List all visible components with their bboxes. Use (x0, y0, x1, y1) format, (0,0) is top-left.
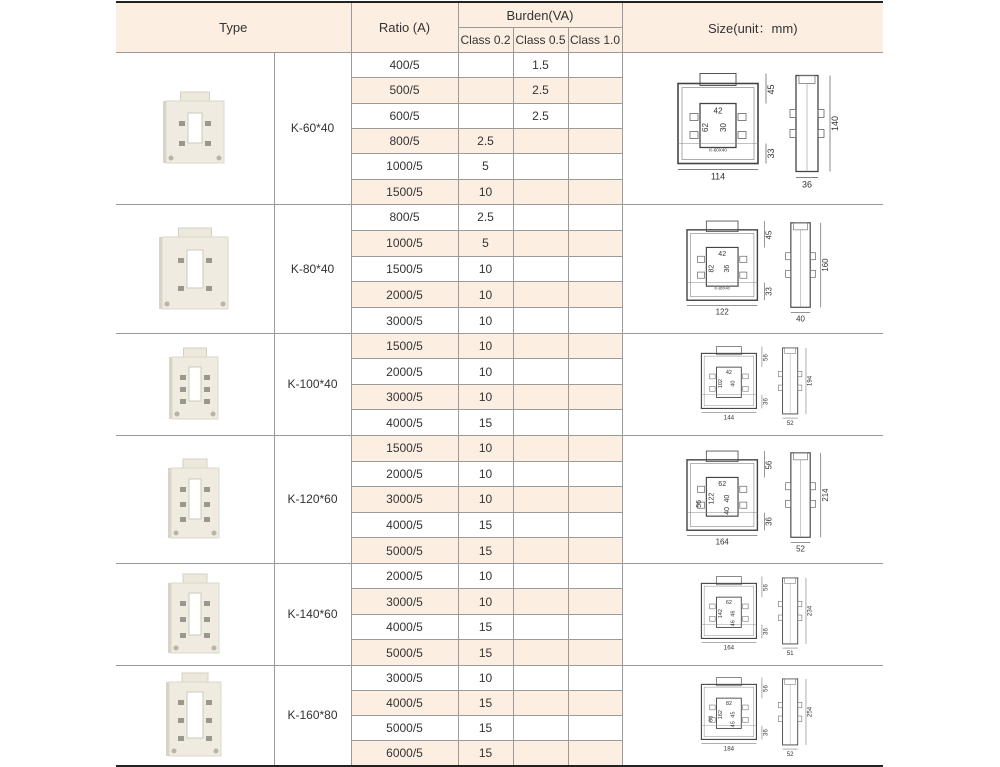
ratio-cell: 4000/5 (351, 512, 458, 538)
ratio-cell: 4000/5 (351, 410, 458, 436)
burden-cell-c05 (513, 359, 568, 385)
table-row (116, 563, 883, 589)
table-row (116, 665, 883, 690)
burden-cell-c05 (513, 690, 568, 715)
burden-cell-c10 (568, 256, 622, 282)
dim-inner: 36 (723, 264, 731, 273)
burden-cell-c05 (513, 461, 568, 487)
burden-cell-c02: 10 (458, 384, 513, 410)
burden-cell-c02: 10 (458, 665, 513, 690)
burden-cell-c02: 15 (458, 538, 513, 564)
dim-window-width: 62 (718, 481, 726, 489)
burden-cell-c02: 10 (458, 487, 513, 513)
burden-cell-c02: 10 (458, 461, 513, 487)
model-name: K-100*40 (274, 333, 351, 435)
dim-window-width: 62 (725, 600, 732, 607)
product-photo (116, 435, 274, 563)
dim-inner: 40 (730, 381, 737, 388)
ratio-cell: 3000/5 (351, 487, 458, 513)
model-name: K-140*60 (274, 563, 351, 665)
burden-cell-c02: 10 (458, 589, 513, 615)
ratio-cell: 600/5 (351, 103, 458, 128)
burden-cell-c10 (568, 410, 622, 436)
product-photo (116, 204, 274, 333)
ratio-cell: 1500/5 (351, 435, 458, 461)
ratio-cell: 2000/5 (351, 282, 458, 308)
header-class-1-0: Class 1.0 (568, 28, 622, 53)
burden-cell-c05 (513, 740, 568, 766)
dim-width: 122 (715, 307, 729, 317)
dimension-drawing (628, 341, 878, 427)
header-class-0-5: Class 0.5 (513, 28, 568, 53)
size-drawing (622, 333, 883, 435)
dim-bottom: 33 (764, 286, 774, 296)
dim-inner: 30 (718, 123, 728, 133)
burden-cell-c02: 15 (458, 512, 513, 538)
burden-cell-c02: 10 (458, 179, 513, 204)
dim-height: 194 (806, 376, 814, 387)
burden-cell-c02: 10 (458, 435, 513, 461)
burden-cell-c05 (513, 589, 568, 615)
burden-cell-c05 (513, 665, 568, 690)
model-name: K-80*40 (274, 204, 351, 333)
ratio-cell: 800/5 (351, 204, 458, 230)
burden-cell-c02 (458, 78, 513, 103)
dim-inner: 46 (730, 611, 737, 618)
dim-height: 234 (806, 606, 814, 617)
burden-cell-c02: 10 (458, 256, 513, 282)
dim-window-height: 142 (717, 609, 724, 619)
burden-cell-c05 (513, 282, 568, 308)
burden-cell-c05 (513, 487, 568, 513)
ratio-cell: 2000/5 (351, 461, 458, 487)
burden-cell-c10 (568, 179, 622, 204)
dim-top: 56 (764, 461, 774, 470)
dimension-drawing (628, 214, 878, 324)
ratio-cell: 400/5 (351, 53, 458, 78)
dim-window-width: 82 (725, 701, 732, 708)
burden-cell-c10 (568, 53, 622, 78)
burden-cell-c02: 10 (458, 282, 513, 308)
burden-cell-c05: 2.5 (513, 78, 568, 103)
dim-window-height: 162 (717, 710, 724, 720)
burden-cell-c10 (568, 78, 622, 103)
burden-cell-c02: 15 (458, 740, 513, 766)
model-name: K-160*80 (274, 665, 351, 766)
ratio-cell: 6000/5 (351, 740, 458, 766)
current-transformer-photo (120, 567, 270, 661)
burden-cell-c10 (568, 230, 622, 256)
dim-top: 56 (762, 685, 770, 693)
current-transformer-photo (120, 339, 270, 429)
dim-inner-2: 45 (730, 721, 737, 728)
ratio-cell: 1500/5 (351, 256, 458, 282)
dim-bottom: 36 (764, 517, 774, 527)
dim-width: 144 (723, 414, 734, 422)
ratio-cell: 1000/5 (351, 154, 458, 179)
burden-cell-c10 (568, 204, 622, 230)
burden-cell-c05 (513, 640, 568, 666)
ratio-cell: 500/5 (351, 78, 458, 103)
dim-inner-2: 40 (723, 507, 731, 516)
burden-cell-c10 (568, 512, 622, 538)
dimension-drawing (628, 672, 878, 758)
dim-width: 164 (715, 537, 729, 547)
burden-cell-c10 (568, 715, 622, 740)
size-drawing (622, 665, 883, 766)
dim-top: 45 (764, 230, 774, 240)
ratio-cell: 3000/5 (351, 665, 458, 690)
burden-cell-c10 (568, 690, 622, 715)
burden-cell-c10 (568, 589, 622, 615)
burden-cell-c10 (568, 487, 622, 513)
dim-top: 56 (762, 584, 770, 592)
current-transformer-photo (120, 83, 270, 173)
current-transformer-photo (120, 221, 270, 317)
dim-window-width: 42 (718, 251, 726, 259)
burden-cell-c05 (513, 308, 568, 334)
burden-cell-c10 (568, 461, 622, 487)
burden-cell-c02 (458, 53, 513, 78)
burden-cell-c05 (513, 384, 568, 410)
table-row (116, 435, 883, 461)
product-photo (116, 53, 274, 205)
burden-cell-c10 (568, 128, 622, 153)
burden-cell-c05 (513, 204, 568, 230)
dim-depth: 52 (795, 544, 805, 554)
burden-cell-c02: 2.5 (458, 204, 513, 230)
header-ratio: Ratio (A) (351, 2, 458, 53)
burden-cell-c05 (513, 333, 568, 359)
burden-cell-c10 (568, 308, 622, 334)
ratio-cell: 800/5 (351, 128, 458, 153)
burden-cell-c05 (513, 538, 568, 564)
dim-height: 254 (806, 707, 814, 718)
burden-cell-c02: 15 (458, 690, 513, 715)
burden-cell-c05 (513, 230, 568, 256)
dim-window-height: 82 (708, 264, 716, 273)
dim-window-height: 122 (708, 493, 716, 505)
burden-cell-c02: 5 (458, 154, 513, 179)
model-plate: K-80X40 (714, 285, 730, 291)
dim-top: 45 (765, 84, 776, 95)
dim-height: 160 (820, 258, 830, 272)
ratio-cell: 5000/5 (351, 538, 458, 564)
burden-cell-c05 (513, 715, 568, 740)
burden-cell-c10 (568, 740, 622, 766)
dim-bottom: 36 (762, 729, 770, 737)
product-photo (116, 665, 274, 766)
dim-window-height: 102 (717, 379, 724, 389)
dim-side: 60 (708, 716, 715, 723)
dim-height: 214 (820, 488, 830, 503)
burden-cell-c05: 2.5 (513, 103, 568, 128)
ratio-cell: 1000/5 (351, 230, 458, 256)
burden-cell-c05 (513, 614, 568, 640)
ratio-cell: 2000/5 (351, 563, 458, 589)
size-drawing (622, 53, 883, 205)
dim-depth: 52 (786, 751, 794, 759)
current-transformer-photo (120, 452, 270, 546)
table-row (116, 204, 883, 230)
burden-cell-c10 (568, 282, 622, 308)
burden-cell-c05 (513, 256, 568, 282)
burden-cell-c02 (458, 103, 513, 128)
size-drawing (622, 435, 883, 563)
dim-bottom: 36 (762, 398, 770, 406)
header-class-0-2: Class 0.2 (458, 28, 513, 53)
ratio-cell: 4000/5 (351, 614, 458, 640)
burden-cell-c02: 5 (458, 230, 513, 256)
ratio-cell: 1500/5 (351, 333, 458, 359)
header-type: Type (116, 2, 351, 53)
burden-cell-c02: 10 (458, 563, 513, 589)
dim-depth: 40 (795, 314, 805, 324)
header-burden: Burden(VA) (458, 2, 622, 28)
dim-width: 114 (710, 171, 725, 182)
ratio-cell: 2000/5 (351, 359, 458, 385)
burden-cell-c10 (568, 333, 622, 359)
burden-cell-c05 (513, 179, 568, 204)
ratio-cell: 1500/5 (351, 179, 458, 204)
dim-depth: 36 (801, 179, 812, 190)
ratio-cell: 4000/5 (351, 690, 458, 715)
dim-inner-2: 46 (730, 620, 737, 627)
dim-width: 164 (723, 644, 734, 652)
burden-cell-c02: 15 (458, 715, 513, 740)
burden-cell-c02: 10 (458, 333, 513, 359)
dim-depth: 52 (786, 420, 794, 428)
product-photo (116, 333, 274, 435)
burden-cell-c10 (568, 640, 622, 666)
spec-table (116, 1, 883, 767)
dim-height: 140 (829, 116, 840, 132)
burden-cell-c10 (568, 359, 622, 385)
burden-cell-c10 (568, 103, 622, 128)
ratio-cell: 3000/5 (351, 589, 458, 615)
size-drawing (622, 563, 883, 665)
ratio-cell: 3000/5 (351, 308, 458, 334)
ratio-cell: 5000/5 (351, 715, 458, 740)
size-drawing (622, 204, 883, 333)
dim-width: 184 (723, 745, 734, 753)
burden-cell-c02: 10 (458, 308, 513, 334)
burden-cell-c02: 2.5 (458, 128, 513, 153)
burden-cell-c10 (568, 154, 622, 179)
table-row (116, 53, 883, 78)
dim-side: 56 (695, 500, 703, 509)
model-name: K-120*60 (274, 435, 351, 563)
product-photo (116, 563, 274, 665)
dim-bottom: 36 (762, 628, 770, 636)
burden-cell-c10 (568, 384, 622, 410)
burden-cell-c10 (568, 538, 622, 564)
dimension-drawing (628, 444, 878, 554)
burden-cell-c05 (513, 563, 568, 589)
dim-depth: 51 (786, 650, 794, 658)
table-header (116, 2, 883, 53)
burden-cell-c02: 15 (458, 410, 513, 436)
dimension-drawing (628, 63, 878, 193)
burden-cell-c05 (513, 410, 568, 436)
model-name: K-60*40 (274, 53, 351, 205)
burden-cell-c10 (568, 563, 622, 589)
dim-window-height: 62 (700, 123, 710, 133)
burden-cell-c10 (568, 614, 622, 640)
ratio-cell: 3000/5 (351, 384, 458, 410)
burden-cell-c02: 10 (458, 359, 513, 385)
burden-cell-c05 (513, 435, 568, 461)
dim-window-width: 42 (725, 370, 732, 377)
ratio-cell: 5000/5 (351, 640, 458, 666)
model-plate: K-60X40 (708, 147, 727, 153)
dim-inner: 40 (723, 495, 731, 503)
dim-top: 56 (762, 354, 770, 362)
burden-cell-c05 (513, 128, 568, 153)
burden-cell-c02: 15 (458, 614, 513, 640)
burden-cell-c05 (513, 154, 568, 179)
table-row (116, 333, 883, 359)
dim-inner: 45 (730, 712, 737, 719)
burden-cell-c10 (568, 435, 622, 461)
dimension-drawing (628, 571, 878, 657)
burden-cell-c05: 1.5 (513, 53, 568, 78)
dim-bottom: 33 (765, 148, 776, 159)
burden-cell-c10 (568, 665, 622, 690)
dim-window-width: 42 (713, 106, 723, 116)
burden-cell-c05 (513, 512, 568, 538)
current-transformer-photo (120, 666, 270, 764)
table-body (116, 53, 883, 766)
header-size: Size(unit：mm) (622, 2, 883, 53)
burden-cell-c02: 15 (458, 640, 513, 666)
